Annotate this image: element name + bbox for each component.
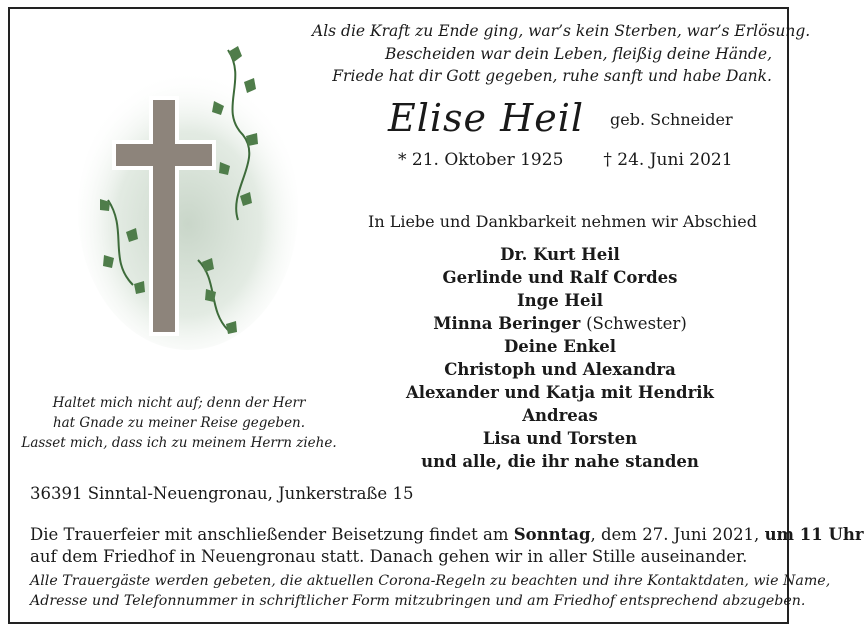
- address: 36391 Sinntal-Neuengronau, Junkerstraße 15: [30, 484, 414, 503]
- mourner: Alexander und Katja mit Hendrik: [405, 383, 714, 402]
- verse-line: Haltet mich nicht auf; denn der Herr: [52, 395, 306, 411]
- mourner-relation: (Schwester): [586, 314, 687, 333]
- mourner: und alle, die ihr nahe standen: [421, 452, 699, 471]
- deceased-heading: [388, 96, 788, 142]
- poem: [312, 20, 811, 88]
- funeral-time: um 11 Uhr: [764, 525, 864, 544]
- death-date: † 24. Juni 2021: [603, 150, 733, 170]
- farewell-line: In Liebe und Dankbarkeit nehmen wir Abschied: [368, 212, 758, 231]
- mourners-list: [380, 243, 740, 473]
- funeral-info: Die Trauerfeier mit anschließender Beisetzung findet am Sonntag, dem 27. Juni 2021, um 11 Uhr auf dem Friedhof in Neuengronau statt. Danach gehen wir in aller Stille auseinander.: [30, 525, 864, 566]
- poem-line: Friede hat dir Gott gegeben, ruhe sanft und habe Dank.: [332, 67, 772, 85]
- verse-line: hat Gnade zu meiner Reise gegeben.: [52, 415, 306, 431]
- poem-line: Bescheiden war dein Leben, fleißig deine Hände,: [384, 44, 772, 63]
- deceased-name: Elise Heil: [388, 96, 585, 140]
- bible-verse: [18, 393, 340, 453]
- life-dates: [398, 150, 733, 170]
- mourner: Inge Heil: [516, 291, 604, 310]
- mourner: Andreas: [522, 406, 598, 425]
- verse-line: Lasset mich, dass ich zu meinem Herrn ziehe.: [21, 435, 337, 451]
- birth-name: geb. Schneider: [610, 110, 733, 129]
- funeral-day: Sonntag: [513, 525, 591, 544]
- birth-date: * 21. Oktober 1925: [398, 150, 564, 170]
- mourner: Dr. Kurt Heil: [500, 245, 620, 264]
- funeral-location: auf dem Friedhof in Neuengronau statt. Danach gehen wir in aller Stille auseinander.: [30, 547, 748, 566]
- mourner: Minna Beringer (Schwester): [433, 314, 687, 333]
- corona-note: Alle Trauergäste werden gebeten, die aktuellen Corona-Regeln zu beachten und ihre Kontaktdaten, wie Name, Adresse und Telefonnummer in schriftlicher Form mitzubringen und am Friedhof entsprechend abzugeben.: [30, 573, 831, 609]
- mourner: Deine Enkel: [503, 337, 617, 356]
- cross-with-ivy-icon: [78, 40, 318, 350]
- mourner: Gerlinde und Ralf Cordes: [442, 268, 678, 287]
- mourner: Christoph und Alexandra: [444, 360, 676, 379]
- poem-line: Als die Kraft zu Ende ging, war’s kein Sterben, war’s Erlösung.: [312, 22, 811, 40]
- mourner: Lisa und Torsten: [482, 429, 638, 448]
